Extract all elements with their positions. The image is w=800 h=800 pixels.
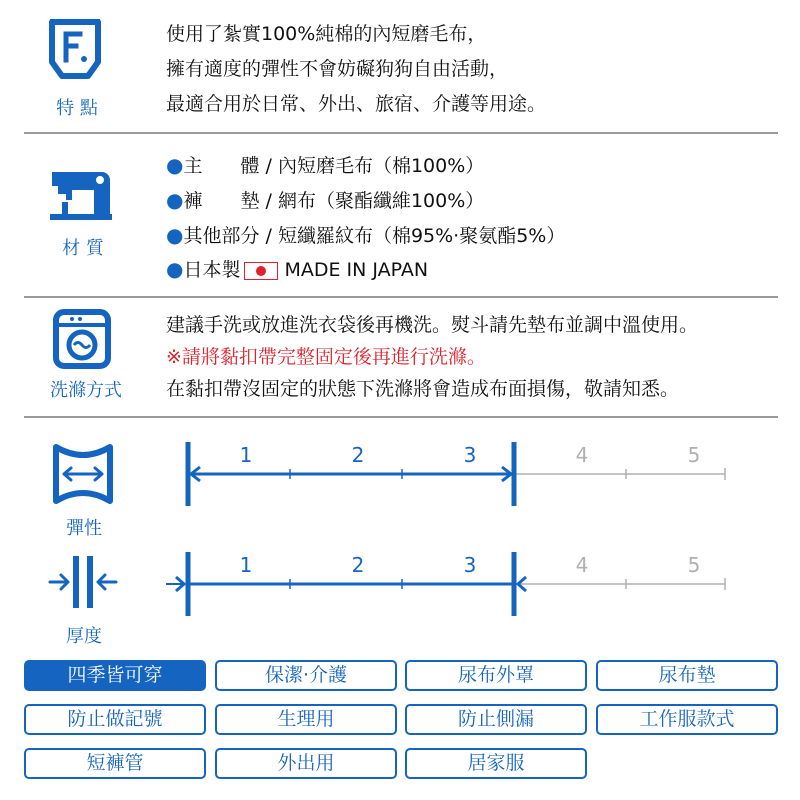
bullet-icon: ● [166,223,184,247]
material-key: 主 體 [183,155,260,177]
divider [24,132,778,134]
material-key: 其他部分 [183,225,260,247]
material-row-origin [166,256,428,282]
scale-tick-label: 1 [239,553,253,577]
washing-label: 洗滌方式 [50,380,122,401]
scale-tick-label: 2 [351,443,365,467]
features-line-2: 擁有適度的彈性不會妨礙狗狗自由活動， [166,58,509,80]
usage-tag: 四季皆可穿 [24,660,206,691]
thickness-label: 厚度 [66,626,102,647]
usage-tag: 工作服款式 [596,704,778,735]
bullet-icon: ● [166,257,184,281]
material-row-main [166,152,484,178]
material-key: 褲 墊 [183,190,260,212]
origin-label: 日本製 [183,259,241,281]
divider [24,296,778,298]
scale-tick-label: 3 [463,443,477,467]
bullet-icon: ● [166,153,184,177]
scale-tick-label: 5 [687,553,701,577]
material-row-other [166,222,565,248]
usage-tag: 防止做記號 [24,704,206,735]
usage-tag: 防止側漏 [405,704,587,735]
washing-warning: ※請將黏扣帶完整固定後再進行洗滌。 [166,346,486,368]
usage-tag: 尿布外罩 [405,660,587,691]
usage-tag: 保潔‧介護 [215,660,397,691]
material-value: / 內短磨毛布（棉100%） [259,155,485,177]
scale-tick-label: 5 [687,443,701,467]
usage-tag: 居家服 [405,748,587,779]
usage-tag: 生理用 [215,704,397,735]
divider [24,416,778,418]
material-value: / 網布（聚酯纖維100%） [259,190,485,212]
material-label: 材 質 [62,238,104,259]
material-row-pad [166,187,484,213]
features-line-1: 使用了紮實100%純棉的內短磨毛布， [166,23,487,45]
bullet-icon: ● [166,188,184,212]
scale-tick-label: 1 [239,443,253,467]
usage-tag: 短褲管 [24,748,206,779]
feature-f-icon [46,14,104,84]
scale-tick-label: 4 [575,553,589,577]
sewing-machine-icon [48,168,114,224]
scale-tick-label: 4 [575,443,589,467]
washing-line-3: 在黏扣帶沒固定的狀態下洗滌將會造成布面損傷，敬請知悉。 [166,378,680,400]
japan-flag-icon [244,262,278,280]
washing-machine-icon [52,308,112,370]
scale-tick-label: 3 [463,553,477,577]
material-value: / 短纖羅紋布（棉95%‧聚氨酯5%） [259,225,566,247]
elasticity-scale [160,436,760,510]
origin-label-en: MADE IN JAPAN [284,259,429,281]
features-label: 特 點 [56,98,98,119]
elasticity-label: 彈性 [66,518,102,539]
stretch-icon [50,443,116,505]
scale-tick-label: 2 [351,553,365,577]
thickness-scale [160,546,760,620]
usage-tag: 外出用 [215,748,397,779]
features-line-3: 最適合用於日常、外出、旅宿、介護等用途。 [166,93,547,115]
washing-line-1: 建議手洗或放進洗衣袋後再機洗。熨斗請先墊布並調中溫使用。 [166,314,699,336]
usage-tag: 尿布墊 [596,660,778,691]
thickness-icon [48,552,118,612]
